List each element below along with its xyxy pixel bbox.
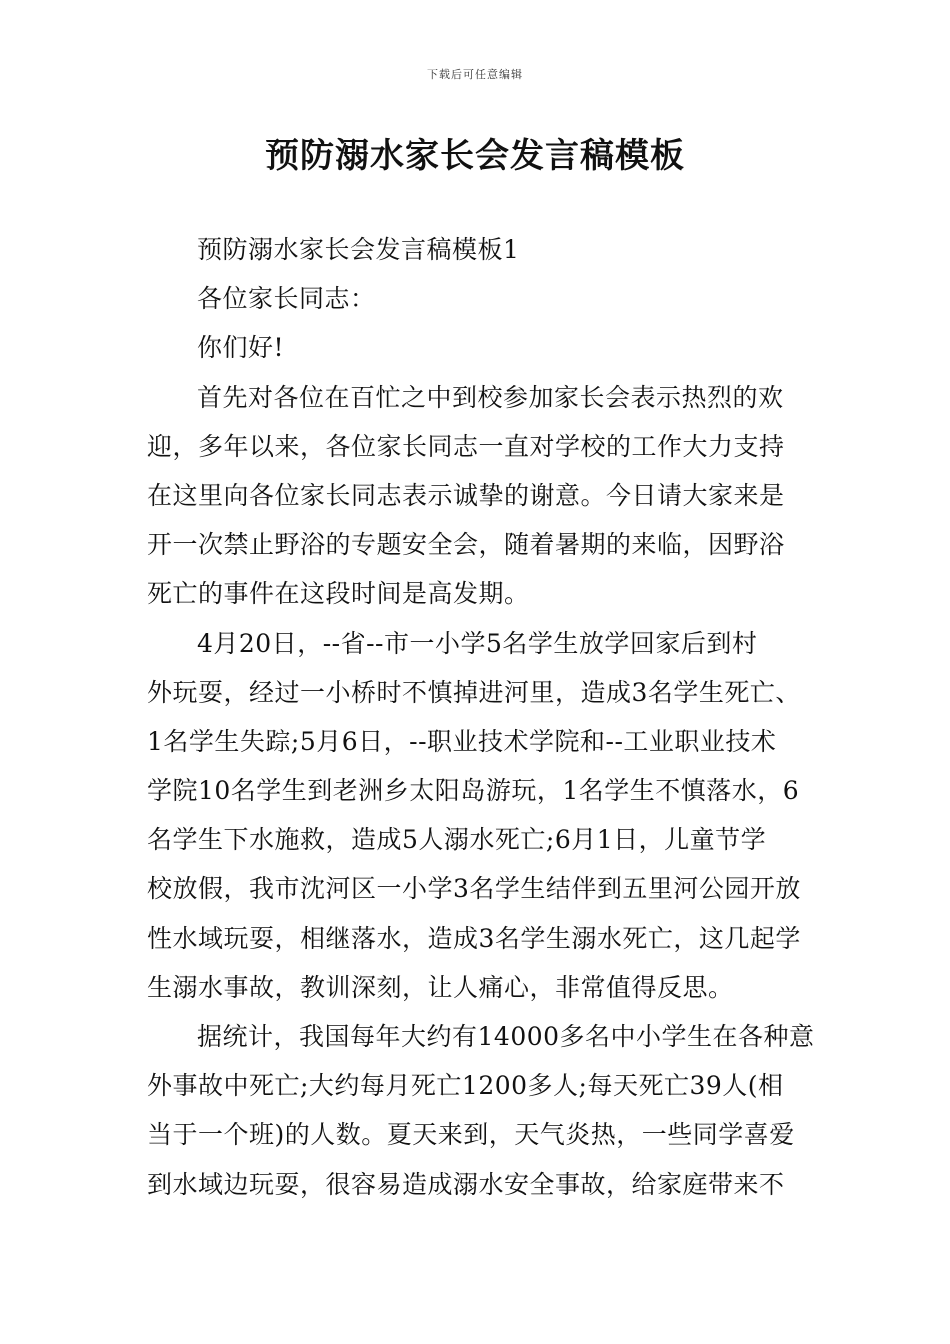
paragraph-2-line: 名学生下水施救，造成5人溺水死亡;6月1日，儿童节学 <box>147 825 767 855</box>
salutation-line: 各位家长同志： <box>197 284 376 314</box>
paragraph-2-line: 4月20日，--省--市一小学5名学生放学回家后到村 <box>197 628 758 658</box>
subtitle-line: 预防溺水家长会发言稿模板1 <box>197 235 520 264</box>
paragraph-1-line: 开一次禁止野浴的专题安全会，随着暑期的来临，因野浴 <box>147 530 785 560</box>
paragraph-2-line: 学院10名学生到老洲乡太阳岛游玩，1名学生不慎落水，6 <box>147 776 800 806</box>
paragraph-1-line: 迎，多年以来，各位家长同志一直对学校的工作大力支持 <box>147 431 785 461</box>
greeting-line: 你们好! <box>197 333 285 363</box>
header-note: 下载后可任意编辑 <box>427 68 523 81</box>
paragraph-2-line: 校放假，我市沈河区一小学3名学生结伴到五里河公园开放 <box>147 874 801 904</box>
document-body <box>147 225 815 1209</box>
paragraph-2-line: 外玩耍，经过一小桥时不慎掉进河里，造成3名学生死亡、 <box>147 677 801 707</box>
paragraph-2-line: 生溺水事故，教训深刻，让人痛心，非常值得反思。 <box>147 972 734 1002</box>
paragraph-2-line: 性水域玩耍，相继落水，造成3名学生溺水死亡，这几起学 <box>147 923 801 953</box>
document-title: 预防溺水家长会发言稿模板 <box>265 136 685 176</box>
paragraph-2-line: 1名学生失踪;5月6日，--职业技术学院和--工业职业技术 <box>147 726 777 756</box>
paragraph-3-line: 到水域边玩耍，很容易造成溺水安全事故，给家庭带来不 <box>147 1169 785 1199</box>
paragraph-3-line: 外事故中死亡;大约每月死亡1200多人;每天死亡39人(相 <box>147 1071 784 1101</box>
paragraph-1-line: 死亡的事件在这段时间是高发期。 <box>147 579 530 609</box>
paragraph-1-line: 首先对各位在百忙之中到校参加家长会表示热烈的欢 <box>197 382 784 412</box>
paragraph-3-line: 据统计，我国每年大约有14000多名中小学生在各种意 <box>197 1022 815 1051</box>
paragraph-3-line: 当于一个班)的人数。夏天来到，天气炎热，一些同学喜爱 <box>147 1120 795 1150</box>
paragraph-1-line: 在这里向各位家长同志表示诚挚的谢意。今日请大家来是 <box>147 480 785 510</box>
